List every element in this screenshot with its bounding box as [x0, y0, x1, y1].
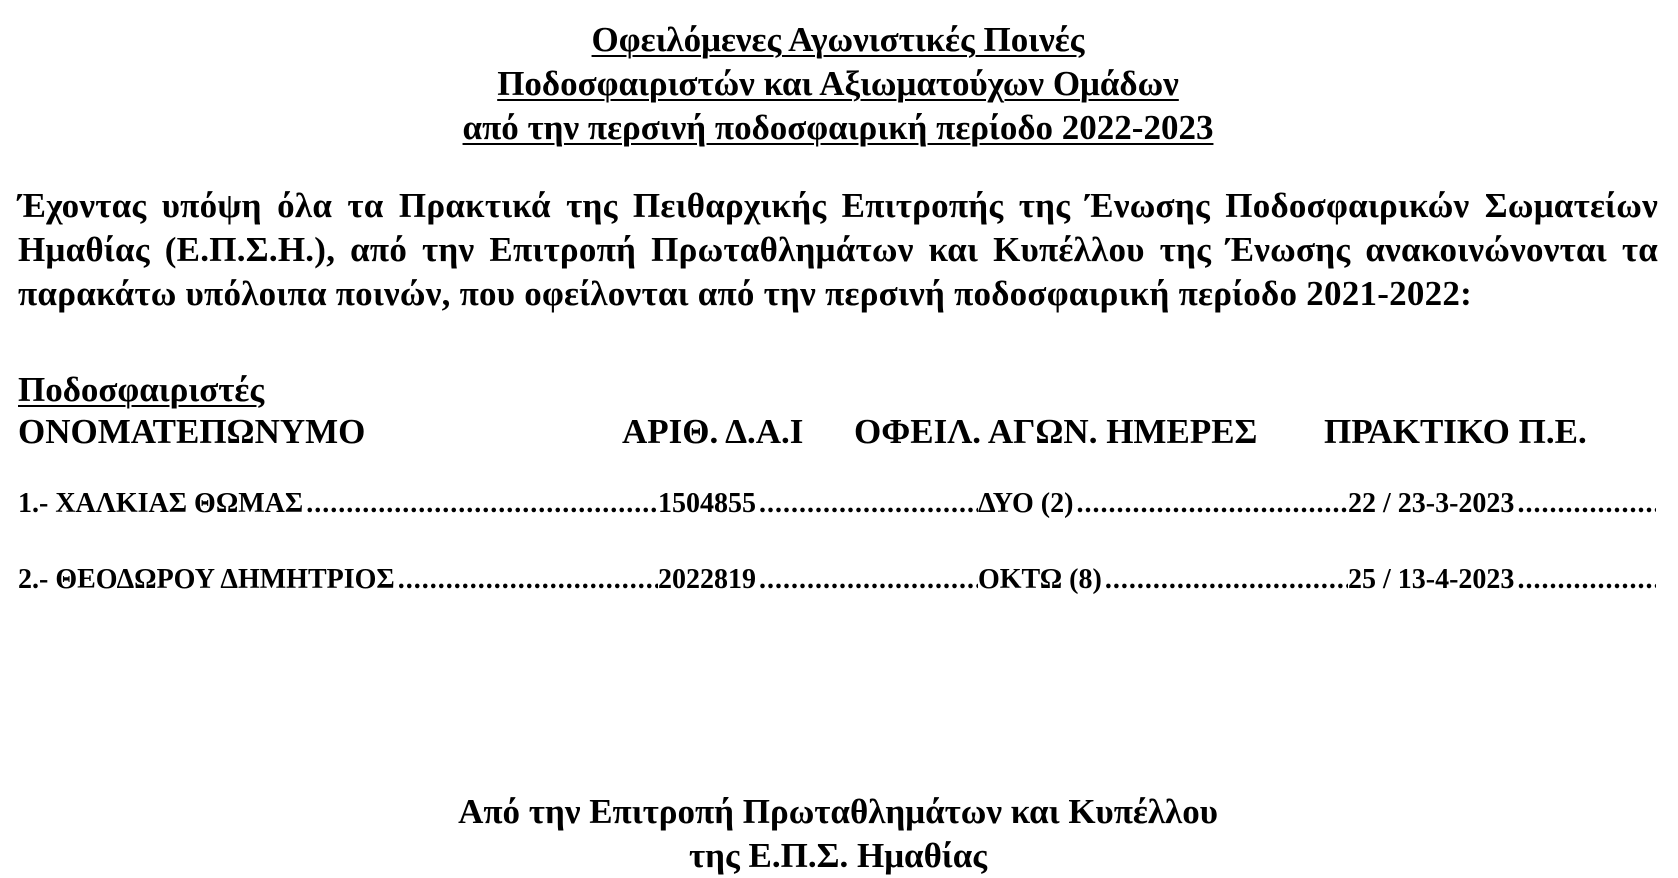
section-heading: Ποδοσφαιριστές	[18, 370, 265, 409]
leader-dots	[1076, 484, 1348, 524]
title-line-1: Οφειλόμενες Αγωνιστικές Ποινές	[591, 20, 1085, 59]
row-days-cell	[978, 484, 1348, 524]
record-ref: 22 / 23-3-2023	[1348, 484, 1517, 524]
row-name-cell	[18, 484, 658, 524]
owed-days: ΟΚΤΩ (8)	[978, 560, 1105, 600]
player-name: 2.- ΘΕΟΔΩΡΟΥ ΔΗΜΗΤΡΙΟΣ	[18, 560, 398, 600]
signature-block	[18, 790, 1658, 878]
intro-paragraph: Έχοντας υπόψη όλα τα Πρακτικά της Πειθαρχικής Επιτροπής της Ένωσης Ποδοσφαιρικών Σωματείων Ημαθίας (Ε.Π.Σ.Η.), από την Επιτροπή Πρωταθλημάτων και Κυπέλλου της Ένωσης ανακοινώνονται τα παρακάτω υπόλοιπα ποινών, που οφείλονται από την περσινή ποδοσφαιρική περίοδο 2021-2022:	[18, 186, 1658, 313]
row-record-cell	[1348, 484, 1656, 524]
title-line-2: Ποδοσφαιριστών και Αξιωματούχων Ομάδων	[497, 64, 1179, 103]
record-ref: 25 / 13-4-2023	[1348, 560, 1517, 600]
row-id-cell	[658, 560, 978, 600]
row-name-cell	[18, 560, 658, 600]
row-record-cell	[1348, 560, 1656, 600]
leader-dots	[306, 484, 658, 524]
owed-days: ΔΥΟ (2)	[978, 484, 1076, 524]
leader-dots	[1517, 560, 1656, 600]
leader-dots	[398, 560, 658, 600]
players-table	[18, 484, 1658, 600]
column-header-id: ΑΡΙΘ. Δ.Α.Ι	[622, 412, 804, 451]
leader-dots	[759, 484, 978, 524]
document-page	[18, 18, 1658, 875]
player-name: 1.- ΧΑΛΚΙΑΣ ΘΩΜΑΣ	[18, 484, 306, 524]
signature-line-2: της Ε.Π.Σ. Ημαθίας	[689, 836, 987, 875]
row-days-cell	[978, 560, 1348, 600]
leader-dots	[759, 560, 978, 600]
table-row	[18, 560, 1658, 600]
leader-dots	[1105, 560, 1348, 600]
table-header	[18, 410, 1658, 454]
title-line-3: από την περσινή ποδοσφαιρική περίοδο 2022-2023	[462, 108, 1214, 147]
leader-dots	[1517, 484, 1656, 524]
table-row	[18, 484, 1658, 524]
document-title	[18, 18, 1658, 150]
column-header-record: ΠΡΑΚΤΙΚΟ Π.Ε.	[1324, 412, 1587, 451]
column-header-days: ΟΦΕΙΛ. ΑΓΩΝ. ΗΜΕΡΕΣ	[854, 412, 1258, 451]
row-id-cell	[658, 484, 978, 524]
player-id: 2022819	[658, 560, 759, 600]
signature-line-1: Από την Επιτροπή Πρωταθλημάτων και Κυπέλλου	[458, 792, 1218, 831]
player-id: 1504855	[658, 484, 759, 524]
column-header-name: ΟΝΟΜΑΤΕΠΩΝΥΜΟ	[18, 412, 366, 451]
